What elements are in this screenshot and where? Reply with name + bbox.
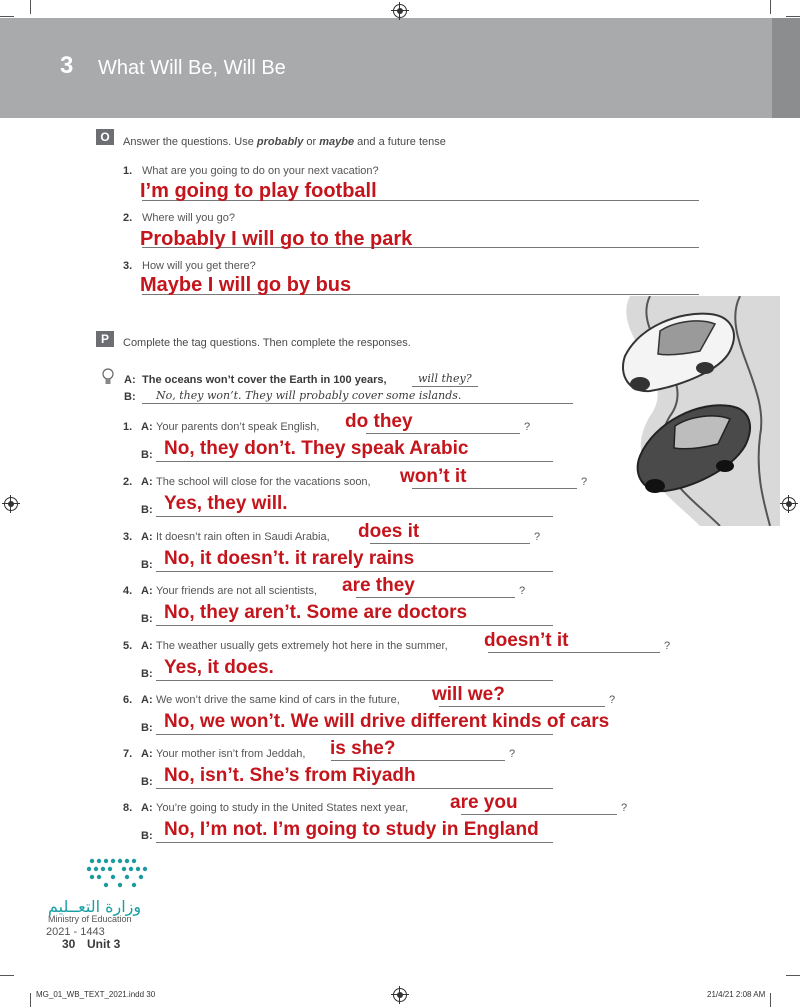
question-mark: ? (509, 748, 516, 760)
section-o-badge: O (96, 129, 114, 145)
question-number: 8. (123, 802, 133, 814)
speaker-b-label: B: (141, 449, 153, 461)
question-mark: ? (524, 421, 531, 433)
question-text: How will you get there? (142, 260, 256, 272)
question-text: Where will you go? (142, 212, 235, 224)
written-response: Yes, it does. (164, 657, 274, 678)
tag-question-text: The weather usually gets extremely hot here in the summer, (156, 640, 448, 652)
example-a-label: A: (124, 374, 136, 386)
response-line (156, 461, 553, 462)
ministry-english-name: Ministry of Education (48, 914, 132, 924)
question-number: 3. (123, 531, 133, 543)
section-p-instruction: Complete the tag questions. Then complete the responses. (123, 337, 411, 349)
registration-mark-icon (782, 497, 796, 511)
tag-question-text: Your parents don’t speak English, (156, 421, 320, 433)
tag-question-text: We won’t drive the same kind of cars in the future, (156, 694, 400, 706)
section-p-badge: P (96, 331, 114, 347)
written-tag-answer: does it (358, 521, 420, 542)
speaker-a-label: A: (141, 421, 153, 433)
tag-answer-line (366, 433, 520, 434)
question-number: 6. (123, 694, 133, 706)
response-line (156, 571, 553, 572)
question-number: 7. (123, 748, 133, 760)
answer-line (142, 403, 573, 404)
speaker-b-label: B: (141, 559, 153, 571)
ministry-arabic-name: وزارة التعــليم (48, 897, 142, 916)
written-response: No, it doesn’t. it rarely rains (164, 548, 415, 569)
question-mark: ? (621, 802, 628, 814)
unit-title: What Will Be, Will Be (98, 57, 286, 79)
speaker-b-label: B: (141, 830, 153, 842)
crop-mark (0, 16, 14, 17)
question-number: 1. (123, 165, 133, 177)
ministry-logo-icon (84, 855, 154, 893)
tag-question-text: You’re going to study in the United States next year, (156, 802, 409, 814)
crop-mark (786, 975, 800, 976)
lightbulb-icon (102, 368, 114, 386)
header-side-tab (772, 18, 800, 118)
tag-answer-line (488, 652, 660, 653)
section-o-instruction: Answer the questions. Use probably or maybe and a future tense (123, 136, 446, 148)
example-b-label: B: (124, 391, 136, 403)
tag-answer-line (461, 814, 617, 815)
speaker-b-label: B: (141, 504, 153, 516)
question-number: 5. (123, 640, 133, 652)
response-line (156, 788, 553, 789)
crop-mark (786, 16, 800, 17)
speaker-a-label: A: (141, 640, 153, 652)
written-response: Yes, they will. (164, 493, 288, 514)
speaker-a-label: A: (141, 694, 153, 706)
response-line (156, 680, 553, 681)
written-tag-answer: is she? (330, 738, 396, 759)
response-line (156, 734, 553, 735)
speaker-a-label: A: (141, 531, 153, 543)
speaker-b-label: B: (141, 776, 153, 788)
edition-year: 2021 - 1443 (46, 926, 105, 938)
written-response: No, they aren’t. Some are doctors (164, 602, 468, 623)
question-mark: ? (534, 531, 541, 543)
speaker-b-label: B: (141, 722, 153, 734)
page-number: 30 (62, 937, 76, 951)
tag-question-text: Your friends are not all scientists, (156, 585, 318, 597)
written-tag-answer: are you (450, 792, 518, 813)
speaker-a-label: A: (141, 476, 153, 488)
example-a-text: The oceans won’t cover the Earth in 100 years, (142, 374, 387, 386)
written-tag-answer: won’t it (400, 466, 467, 487)
tag-question-text: It doesn’t rain often in Saudi Arabia, (156, 531, 330, 543)
question-number: 2. (123, 476, 133, 488)
written-tag-answer: are they (342, 575, 415, 596)
speaker-a-label: A: (141, 748, 153, 760)
question-mark: ? (664, 640, 671, 652)
crop-mark (0, 975, 14, 976)
written-tag-answer: will we? (432, 684, 505, 705)
question-number: 1. (123, 421, 133, 433)
question-mark: ? (581, 476, 588, 488)
tag-answer-line (356, 597, 515, 598)
written-answer: I’m going to play football (140, 180, 377, 202)
written-response: No, I’m not. I’m going to study in England (164, 819, 539, 840)
tag-question-text: Your mother isn’t from Jeddah, (156, 748, 306, 760)
speaker-b-label: B: (141, 613, 153, 625)
written-response: No, isn’t. She’s from Riyadh (164, 765, 416, 786)
question-number: 2. (123, 212, 133, 224)
tag-answer-line (439, 706, 605, 707)
cars-on-road-illustration (590, 296, 780, 526)
unit-number: 3 (60, 52, 74, 79)
tag-answer-line (412, 488, 577, 489)
question-mark: ? (519, 585, 526, 597)
example-tag: will they? (418, 372, 472, 385)
crop-mark (770, 0, 771, 14)
question-number: 4. (123, 585, 133, 597)
written-tag-answer: doesn’t it (484, 630, 569, 651)
question-number: 3. (123, 260, 133, 272)
example-response: No, they won’t. They will probably cover some islands. (156, 389, 462, 402)
registration-mark-icon (393, 4, 407, 18)
written-response: No, they don’t. They speak Arabic (164, 438, 469, 459)
answer-line (412, 386, 478, 387)
question-text: What are you going to do on your next vacation? (142, 165, 379, 177)
speaker-a-label: A: (141, 585, 153, 597)
print-file-name: MG_01_WB_TEXT_2021.indd 30 (36, 990, 156, 999)
question-mark: ? (609, 694, 616, 706)
registration-mark-icon (4, 497, 18, 511)
written-answer: Maybe I will go by bus (140, 274, 352, 296)
tag-question-text: The school will close for the vacations soon, (156, 476, 371, 488)
response-line (156, 842, 553, 843)
print-date: 21/4/21 2:08 AM (707, 990, 766, 999)
response-line (156, 625, 553, 626)
crop-mark (770, 993, 771, 1007)
registration-mark-icon (393, 988, 407, 1002)
crop-mark (30, 993, 31, 1007)
speaker-b-label: B: (141, 668, 153, 680)
tag-answer-line (331, 760, 505, 761)
speaker-a-label: A: (141, 802, 153, 814)
page-unit-label: Unit 3 (87, 937, 121, 951)
written-response: No, we won’t. We will drive different kinds of cars (164, 711, 610, 732)
response-line (156, 516, 553, 517)
written-answer: Probably I will go to the park (140, 228, 413, 250)
tag-answer-line (370, 543, 530, 544)
written-tag-answer: do they (345, 411, 413, 432)
crop-mark (30, 0, 31, 14)
